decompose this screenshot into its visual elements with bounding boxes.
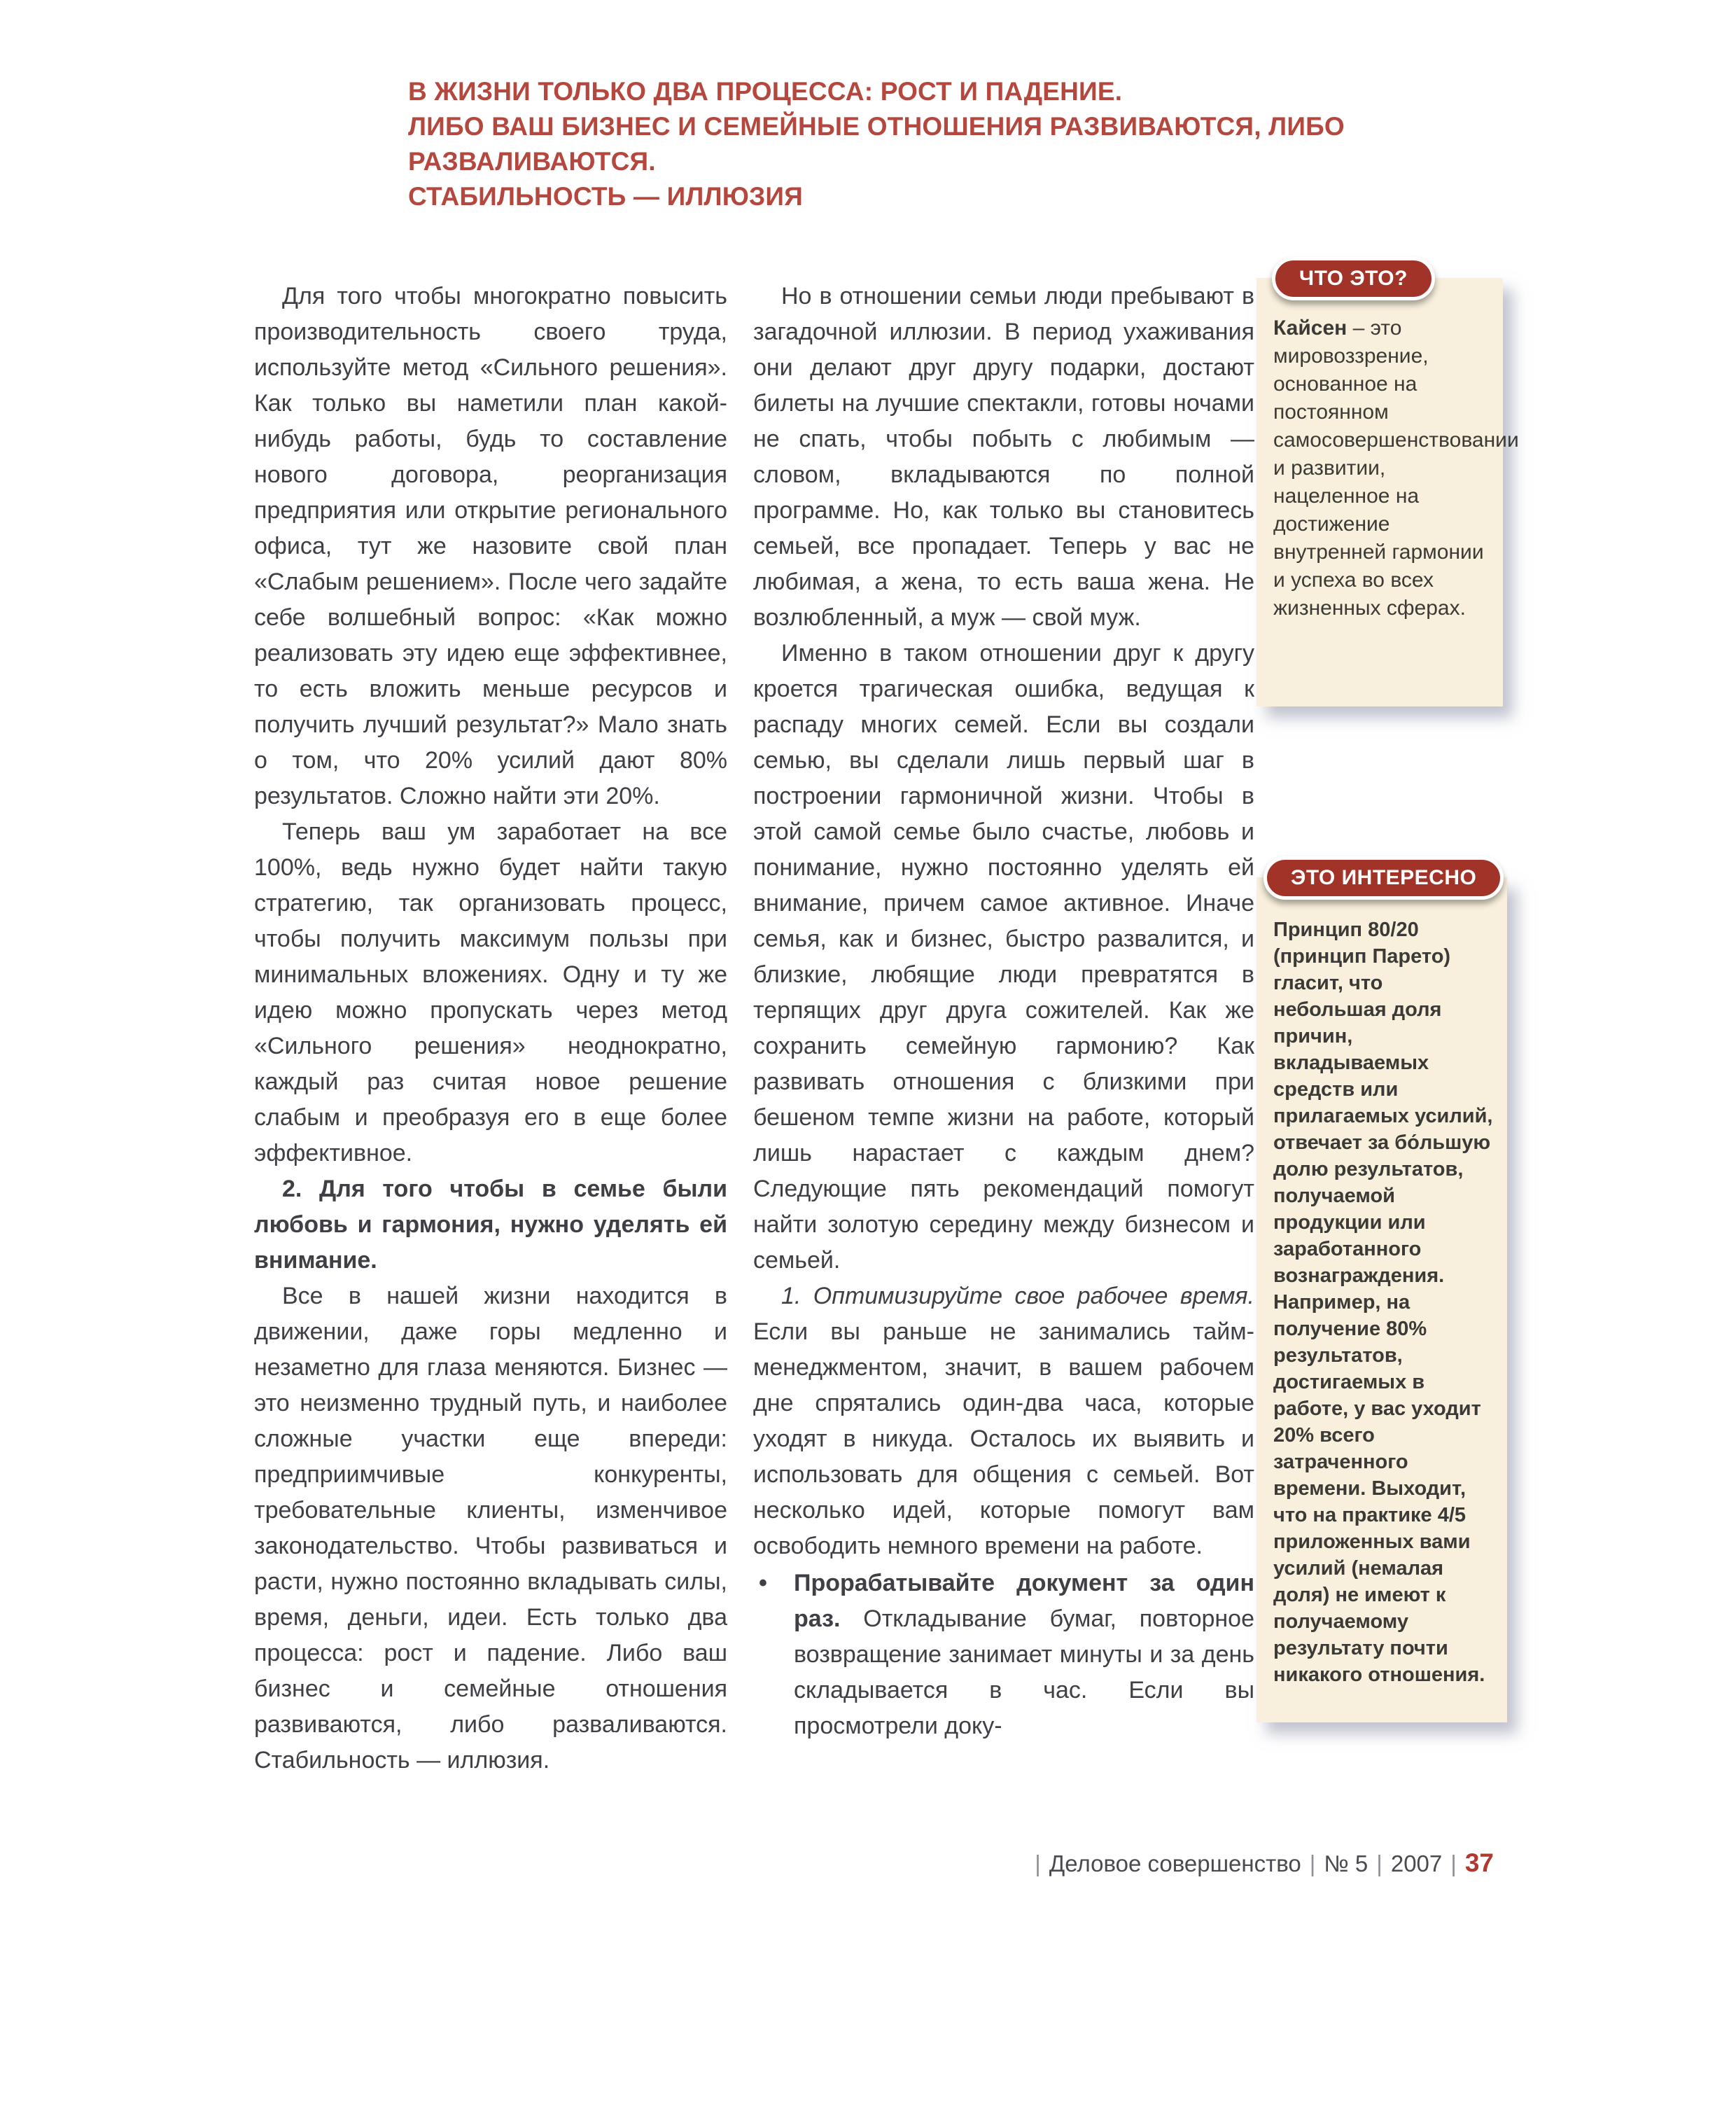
bullet-icon: • xyxy=(759,1570,767,1596)
sidebar-title-badge xyxy=(1272,257,1435,300)
page-number: 37 xyxy=(1464,1848,1494,1877)
kicker-line-2: ЛИБО ВАШ БИЗНЕС И СЕМЕЙНЫЕ ОТНОШЕНИЯ РАЗВИВАЮТСЯ, ЛИБО РАЗВАЛИВАЮТСЯ. xyxy=(408,112,1345,176)
divider-bar: | xyxy=(1309,1851,1316,1876)
list-item-rest: Откладывание бумаг, повторное возвращение занимает минуты и за день складывается в час. Если вы просмотрели доку- xyxy=(794,1605,1254,1739)
kicker-line-1: В ЖИЗНИ ТОЛЬКО ДВА ПРОЦЕССА: РОСТ И ПАДЕНИЕ. xyxy=(408,77,1123,106)
article-paragraph: Именно в таком отношении друг к другу кроется трагическая ошибка, ведущая к распаду многих семей. Если вы создали семью, вы сделали лишь первый шаг в построении гармоничной жизни. Чтобы в этой самой семье было счастье, любовь и понимание, нужно постоянно уделять ей внимание, причем самое активное. Иначе семья, как и бизнес, быстро развалится, и близкие, любящие люди превратятся в терпящих друг друга сожителей. Как же сохранить семейную гармонию? Как развивать отношения с близкими при бешеном темпе жизни на работе, который лишь нарастает с каждым днем? Следующие пять рекомендаций помогут найти золотую середину между бизнесом и семьей. xyxy=(753,640,1254,1274)
sidebar-term: Кайсен xyxy=(1273,316,1348,340)
page-footer xyxy=(1035,1848,1494,1878)
article-paragraph: Теперь ваш ум заработает на все 100%, ведь нужно будет найти такую стратегию, так организовать процесс, чтобы получить максимум пользы при минимальных вложениях. Одну и ту же идею можно пропускать через метод «Сильного решения» неоднократно, каждый раз считая новое решение слабым и преобразуя его в еще более эффективное. xyxy=(254,818,727,1166)
page-kicker xyxy=(408,74,1556,214)
sidebar-body xyxy=(1256,278,1519,636)
sidebar-title: ЧТО ЭТО? xyxy=(1299,267,1408,290)
sidebar-title-badge xyxy=(1264,856,1504,900)
article-paragraph: Но в отношении семьи люди пребывают в загадочной иллюзии. В период ухаживания они делают друг другу подарки, достают билеты на лучшие спектакли, готовы ночами не спать, чтобы побыть с любимым — словом, вкладываются по полной программе. Но, как только вы становитесь семьей, все пропадает. Теперь у вас не любимая, а жена, то есть ваша жена. Не возлюбленный, а муж — свой муж. xyxy=(753,283,1254,631)
article-column-2 xyxy=(753,279,1254,1744)
section-heading: 2. Для того чтобы в семье были любовь и гармония, нужно уделять ей внимание. xyxy=(254,1176,727,1274)
kicker-line-3: СТАБИЛЬНОСТЬ — ИЛЛЮЗИЯ xyxy=(408,182,804,211)
list-item-text xyxy=(794,1566,1254,1744)
article-column-1 xyxy=(254,279,727,1778)
sidebar-box-what-is-it xyxy=(1256,267,1519,706)
sidebar-title: ЭТО ИНТЕРЕСНО xyxy=(1291,866,1477,889)
divider-bar: | xyxy=(1035,1851,1041,1876)
tip-text: Если вы раньше не занимались тайм-менеджментом, значит, в вашем рабочем дне спрятались один-два часа, которые уходят в никуда. Осталось их выявить и использовать для общения с семьей. Вот несколько идей, которые помогут вам освободить немного времени на работе. xyxy=(753,1318,1254,1559)
list-item xyxy=(753,1566,1254,1744)
magazine-name: Деловое совершенство xyxy=(1049,1851,1301,1876)
sidebar-box-interesting xyxy=(1256,866,1507,1722)
list-item-lead: Прорабатывайте документ за один раз. xyxy=(794,1570,1254,1632)
divider-bar: | xyxy=(1376,1851,1382,1876)
article-paragraph-tip xyxy=(753,1279,1254,1564)
tip-lead: 1. Оптимизируйте свое рабочее время. xyxy=(781,1283,1254,1309)
sidebar-body: Принцип 80/20 (принцип Парето) гласит, что небольшая доля причин, вкладываемых средств или прилагаемых усилий, отвечает за бо́льшую долю результатов, получаемой продукции или заработанного вознаграждения. Например, на получение 80% результатов, достигаемых в работе, у вас уходит 20% всего затраченного времени. Выходит, что на практике 4/5 приложенных вами усилий (немалая доля) не имеют к получаемому результату почти никакого отношения. xyxy=(1273,919,1493,1686)
divider-bar: | xyxy=(1450,1851,1457,1876)
article-paragraph: Все в нашей жизни находится в движении, даже горы медленно и незаметно для глаза меняются. Бизнес — это неизменно трудный путь, и наиболее сложные участки еще впереди: предприимчивые конкуренты, требовательные клиенты, изменчивое законодательство. Чтобы развиваться и расти, нужно постоянно вкладывать силы, время, деньги, идеи. Есть только два процесса: рост и падение. Либо ваш бизнес и семейные отношения развиваются, либо разваливаются. Стабильность — иллюзия. xyxy=(254,1283,727,1774)
issue-number: № 5 xyxy=(1324,1851,1368,1876)
issue-year: 2007 xyxy=(1390,1851,1443,1876)
sidebar-definition: – это мировоззрение, основанное на постоянном самосовершенствовании и развитии, нацеленное на достижение внутренней гармонии и успеха во всех жизненных сферах. xyxy=(1273,316,1519,620)
article-paragraph: Для того чтобы многократно повысить производительность своего труда, используйте метод «Сильного решения». Как только вы наметили план какой-нибудь работы, будь то составление нового договора, реорганизация предприятия или открытие регионального офиса, тут же назовите свой план «Слабым решением». После чего задайте себе волшебный вопрос: «Как можно реализовать эту идею еще эффективнее, то есть вложить меньше ресурсов и получить лучший результат?» Мало знать о том, что 20% усилий дают 80% результатов. Сложно найти эти 20%. xyxy=(254,283,727,809)
